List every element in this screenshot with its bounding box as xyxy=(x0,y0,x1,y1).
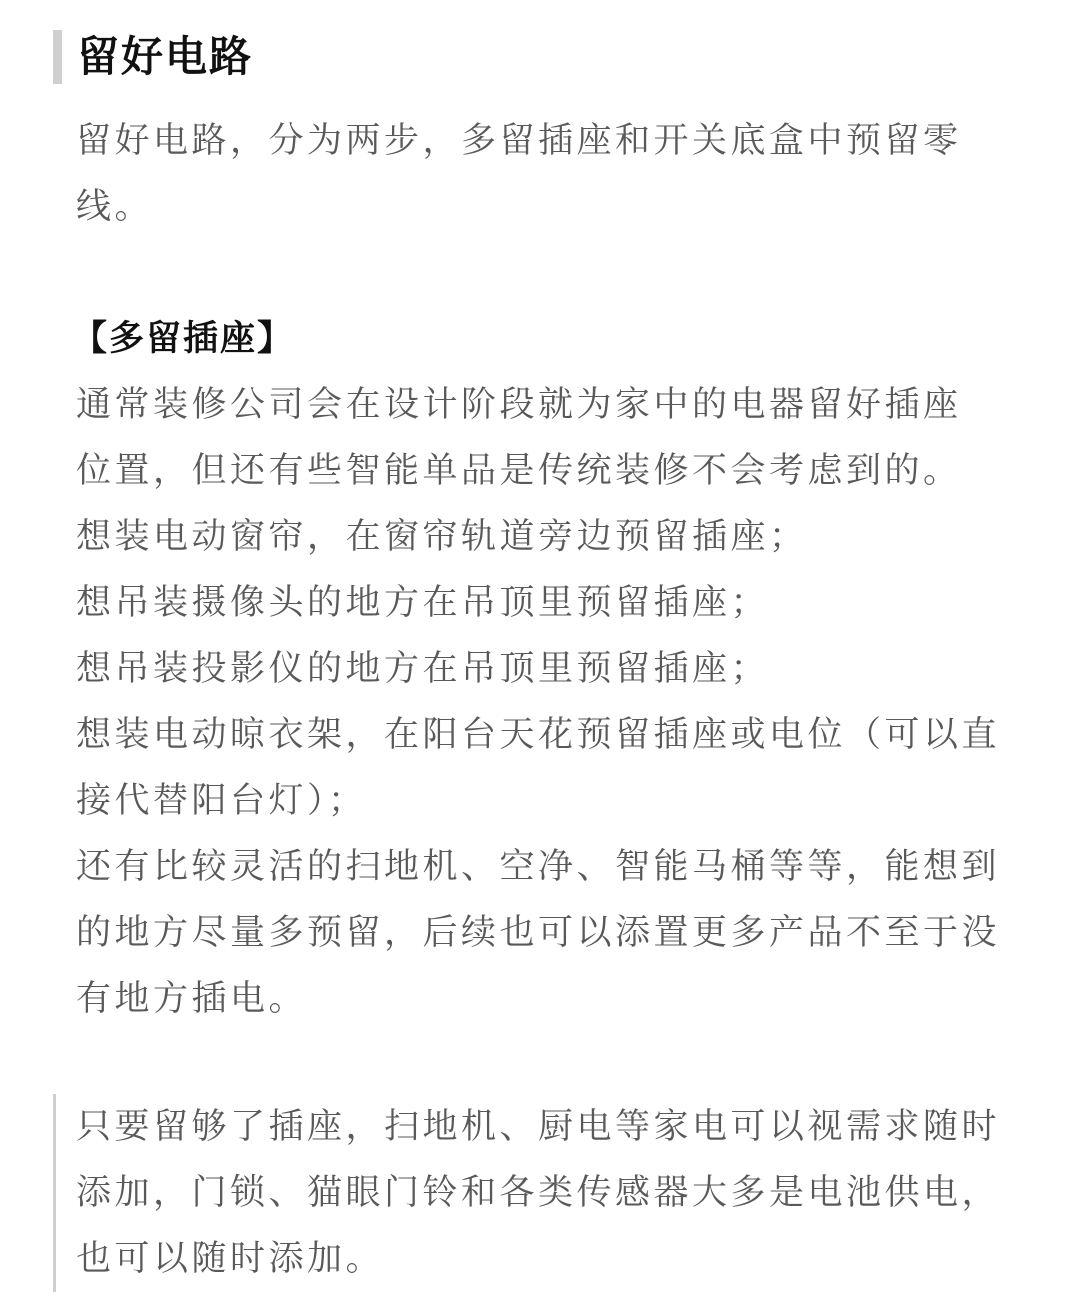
intro-line: 线。 xyxy=(76,187,154,227)
section-title: 留好电路 xyxy=(77,32,254,81)
intro-line: 留好电路，分为两步，多留插座和开关底盒中预留零 xyxy=(76,121,962,161)
sockets-line: 位置，但还有些智能单品是传统装修不会考虑到的。 xyxy=(76,451,962,491)
sockets-line: 想装电动窗帘，在窗帘轨道旁边预留插座； xyxy=(76,517,808,557)
sockets-heading: 【多留插座】 xyxy=(72,319,295,359)
quote-line: 添加，门锁、猫眼门铃和各类传感器大多是电池供电， xyxy=(76,1173,1001,1213)
sockets-line: 想吊装投影仪的地方在吊顶里预留插座； xyxy=(76,649,770,689)
paragraph-spacer xyxy=(76,240,1016,306)
article-body xyxy=(72,108,1016,1032)
section-heading xyxy=(53,30,253,84)
sockets-line: 有地方插电。 xyxy=(76,979,308,1019)
sockets-line: 的地方尽量多预留，后续也可以添置更多产品不至于没 xyxy=(76,913,1001,953)
blockquote xyxy=(53,1094,1046,1292)
sockets-line: 还有比较灵活的扫地机、空净、智能马桶等等，能想到 xyxy=(76,847,1001,887)
sockets-line: 接代替阳台灯）； xyxy=(76,781,367,821)
quote-line: 只要留够了插座，扫地机、厨电等家电可以视需求随时 xyxy=(76,1107,1001,1147)
sockets-line: 想吊装摄像头的地方在吊顶里预留插座； xyxy=(76,583,770,623)
quote-line: 也可以随时添加。 xyxy=(76,1239,385,1279)
sockets-line: 想装电动晾衣架，在阳台天花预留插座或电位（可以直 xyxy=(76,715,1001,755)
sockets-line: 通常装修公司会在设计阶段就为家中的电器留好插座 xyxy=(76,385,962,425)
